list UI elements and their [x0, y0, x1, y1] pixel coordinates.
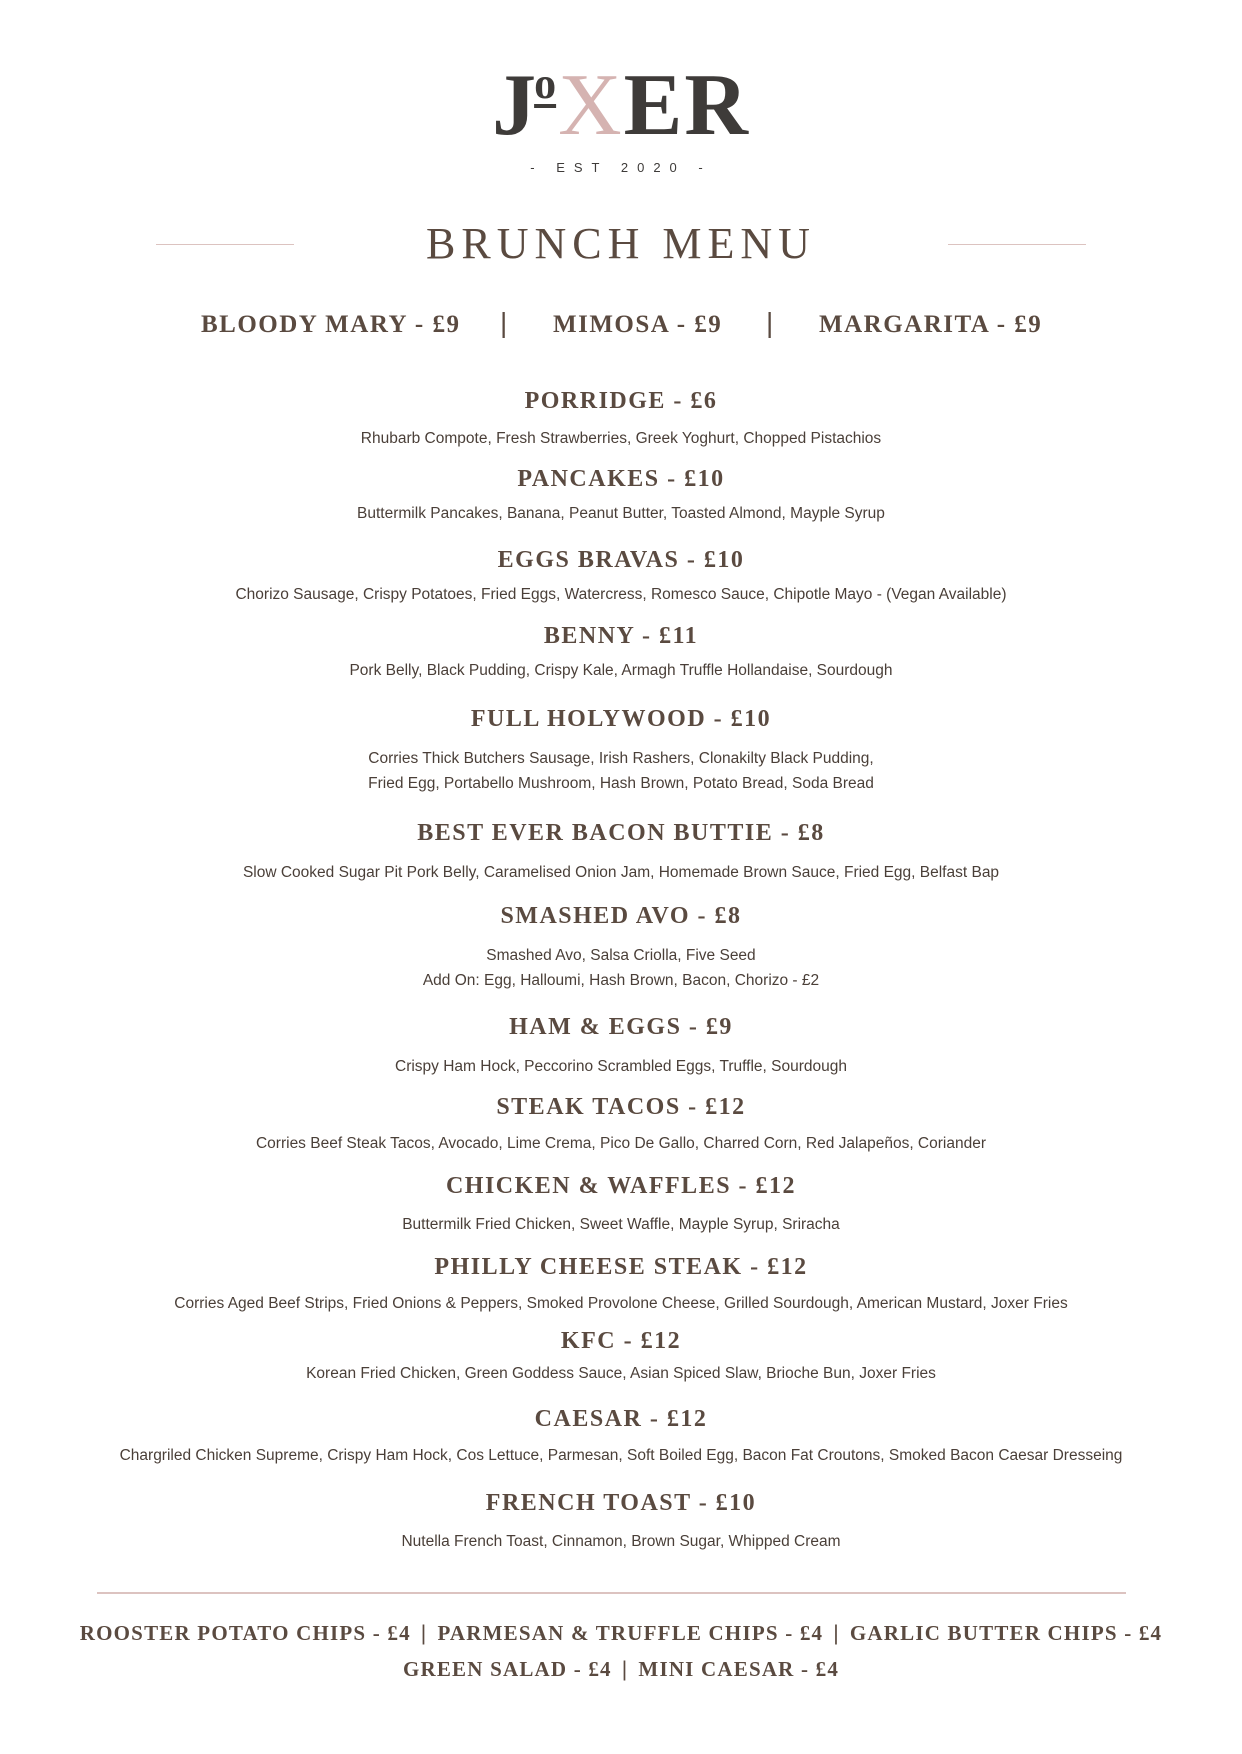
- menu-item-desc-kfc: Korean Fried Chicken, Green Goddess Sauce, Asian Spiced Slaw, Brioche Bun, Joxer Fries: [306, 1365, 936, 1382]
- menu-item-name-full-holywood: FULL HOLYWOOD - £10: [470, 706, 772, 732]
- menu-item-name-caesar: CAESAR - £12: [534, 1406, 708, 1432]
- menu-item-name-steak-tacos: STEAK TACOS - £12: [496, 1094, 746, 1120]
- side-mini-caesar: MINI CAESAR - £4: [638, 1657, 840, 1681]
- menu-item-desc-philly-cheese-steak: Corries Aged Beef Strips, Fried Onions & Peppers, Smoked Provolone Cheese, Grilled Sourdough, American Mustard, Joxer Fries: [174, 1295, 1068, 1312]
- menu-item-name-philly-cheese-steak: PHILLY CHEESE STEAK - £12: [434, 1254, 808, 1280]
- drink-bloody-mary: BLOODY MARY - £9: [201, 311, 461, 338]
- menu-item-desc-benny: Pork Belly, Black Pudding, Crispy Kale, Armagh Truffle Hollandaise, Sourdough: [349, 662, 893, 679]
- menu-item-name-benny: BENNY - £11: [543, 623, 699, 649]
- menu-item-desc-eggs-bravas: Chorizo Sausage, Crispy Potatoes, Fried Eggs, Watercress, Romesco Sauce, Chipotle Mayo - (Vegan Available): [235, 586, 1007, 603]
- side-garlic-butter-chips: GARLIC BUTTER CHIPS - £4: [849, 1621, 1163, 1645]
- page-title: BRUNCH MENU: [426, 219, 816, 268]
- logo-letter-o: o: [534, 59, 557, 108]
- logo-letter-j: J: [492, 57, 539, 154]
- menu-item-name-porridge: PORRIDGE - £6: [524, 388, 718, 414]
- logo-established-year: - EST 2020 -: [530, 160, 712, 175]
- menu-item-name-smashed-avo: SMASHED AVO - £8: [500, 903, 742, 929]
- logo-letter-x: X: [558, 57, 624, 154]
- drink-separator: |: [500, 307, 508, 338]
- menu-item-desc-steak-tacos: Corries Beef Steak Tacos, Avocado, Lime Crema, Pico De Gallo, Charred Corn, Red Jalapeños, Coriander: [255, 1135, 986, 1152]
- drink-separator: |: [766, 307, 774, 338]
- logo-letters-er: ER: [623, 57, 750, 154]
- drink-mimosa: MIMOSA - £9: [553, 311, 723, 338]
- menu-item-desc-french-toast: Nutella French Toast, Cinnamon, Brown Sugar, Whipped Cream: [401, 1533, 841, 1550]
- menu-item-desc-caesar: Chargriled Chicken Supreme, Crispy Ham Hock, Cos Lettuce, Parmesan, Soft Boiled Egg, Bacon Fat Croutons, Smoked Bacon Caesar Dresseing: [119, 1447, 1123, 1464]
- side-separator: |: [621, 1658, 629, 1681]
- title-rule-right: [948, 244, 1086, 245]
- side-rooster-potato-chips: ROOSTER POTATO CHIPS - £4: [79, 1621, 411, 1645]
- menu-item-name-bacon-buttie: BEST EVER BACON BUTTIE - £8: [417, 820, 825, 846]
- menu-item-name-kfc: KFC - £12: [560, 1328, 682, 1354]
- menu-item-desc-pancakes: Buttermilk Pancakes, Banana, Peanut Butter, Toasted Almond, Mayple Syrup: [357, 505, 885, 522]
- menu-item-desc-full-holywood-line2: Fried Egg, Portabello Mushroom, Hash Brown, Potato Bread, Soda Bread: [368, 775, 874, 792]
- side-green-salad: GREEN SALAD - £4: [402, 1657, 612, 1681]
- side-separator: |: [833, 1622, 840, 1645]
- menu-item-desc-smashed-avo-line1: Smashed Avo, Salsa Criolla, Five Seed: [486, 947, 756, 964]
- menu-item-name-french-toast: FRENCH TOAST - £10: [485, 1490, 757, 1516]
- menu-item-name-chicken-waffles: CHICKEN & WAFFLES - £12: [445, 1173, 797, 1199]
- joxer-logo: [0, 57, 1242, 154]
- menu-item-name-eggs-bravas: EGGS BRAVAS - £10: [497, 547, 745, 573]
- menu-item-desc-full-holywood-line1: Corries Thick Butchers Sausage, Irish Rashers, Clonakilty Black Pudding,: [368, 750, 874, 767]
- side-parmesan-truffle-chips: PARMESAN & TRUFFLE CHIPS - £4: [437, 1621, 824, 1645]
- menu-item-desc-porridge: Rhubarb Compote, Fresh Strawberries, Greek Yoghurt, Chopped Pistachios: [360, 430, 882, 447]
- menu-item-desc-smashed-avo-line2: Add On: Egg, Halloumi, Hash Brown, Bacon, Chorizo - £2: [422, 972, 820, 989]
- drink-margarita: MARGARITA - £9: [819, 311, 1043, 338]
- sides-line-2: [0, 1659, 1242, 1680]
- menu-item-name-ham-eggs: HAM & EGGS - £9: [509, 1014, 733, 1040]
- menu-item-name-pancakes: PANCAKES - £10: [517, 466, 725, 492]
- menu-item-desc-bacon-buttie: Slow Cooked Sugar Pit Pork Belly, Caramelised Onion Jam, Homemade Brown Sauce, Fried Egg, Belfast Bap: [242, 864, 1000, 881]
- menu-item-desc-ham-eggs: Crispy Ham Hock, Peccorino Scrambled Eggs, Truffle, Sourdough: [395, 1058, 847, 1075]
- side-separator: |: [420, 1622, 428, 1645]
- sides-divider: [97, 1592, 1126, 1594]
- sides-line-1: [0, 1623, 1242, 1644]
- menu-item-desc-chicken-waffles: Buttermilk Fried Chicken, Sweet Waffle, Mayple Syrup, Sriracha: [402, 1216, 840, 1233]
